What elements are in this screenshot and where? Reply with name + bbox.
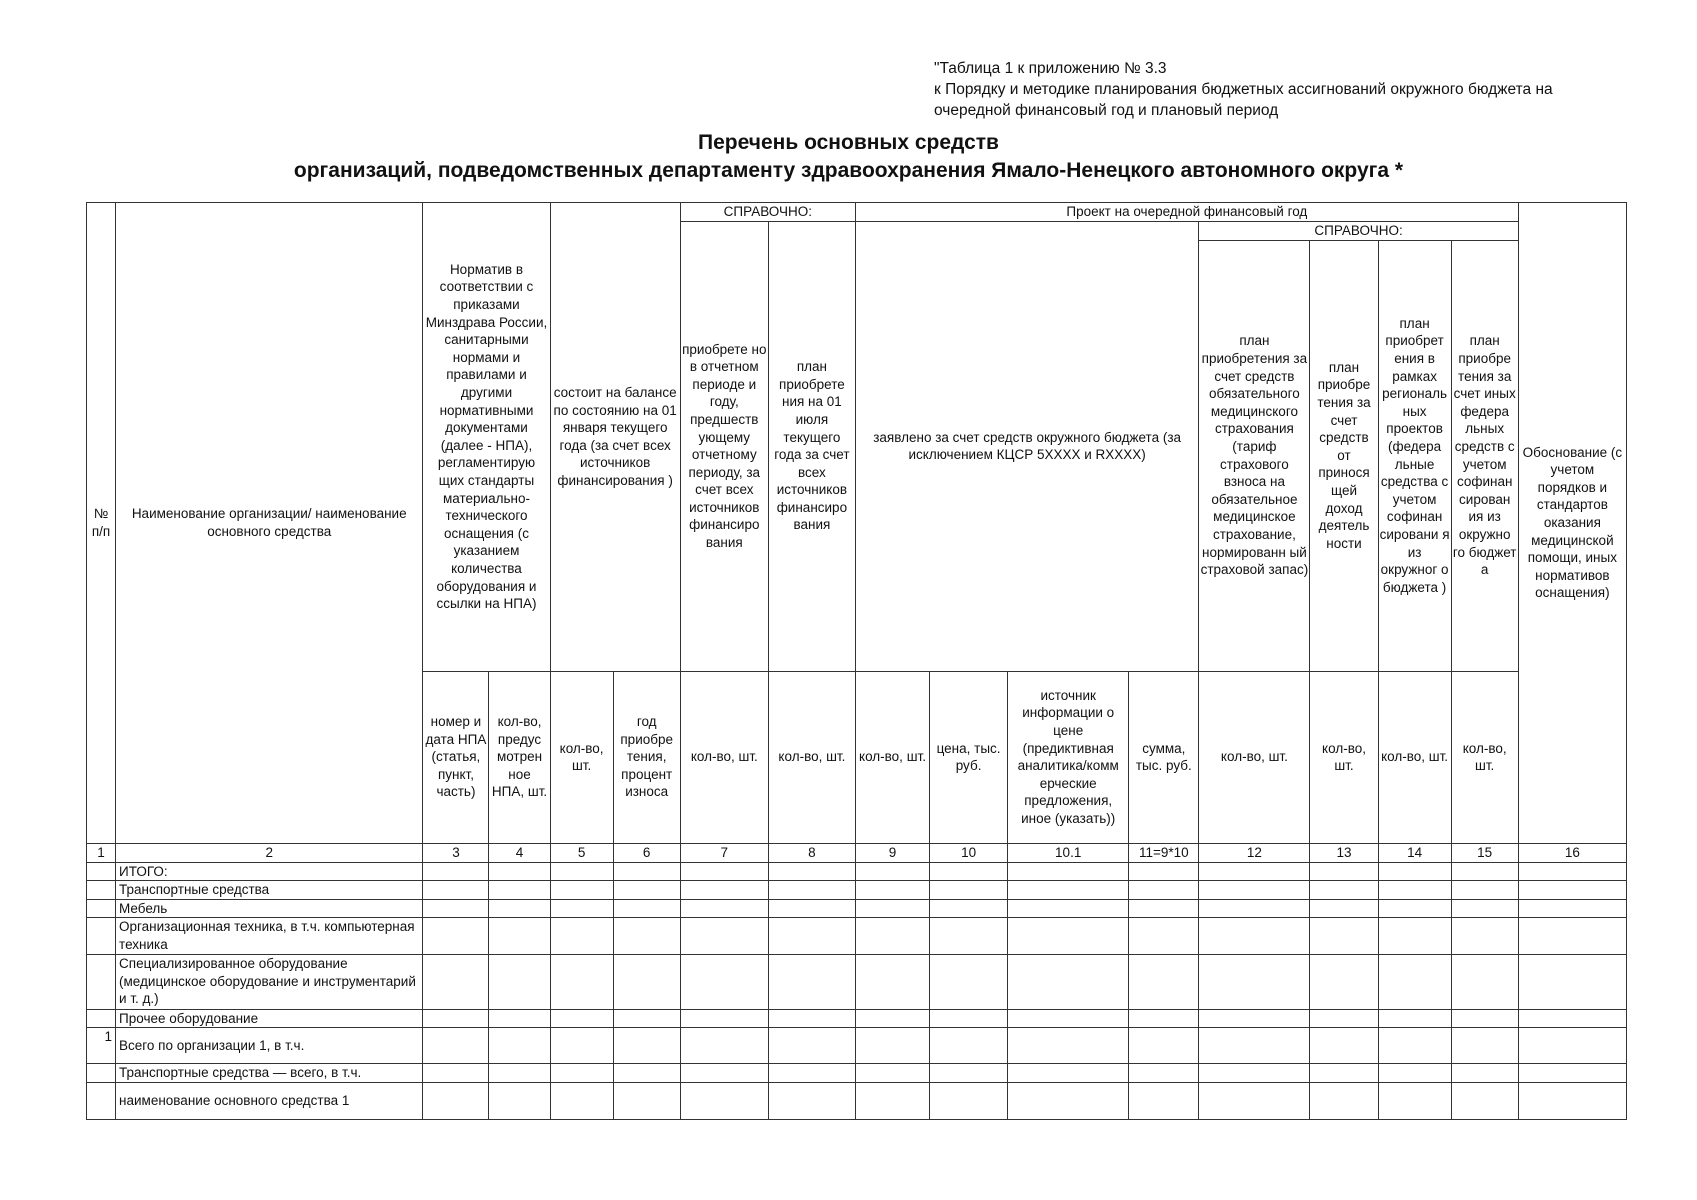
header-acquired: приобрете но в отчетном периоде и году, предшеств ующему отчетному периоду, за счет всех источников финансиро вания — [680, 221, 768, 671]
subheader-8: кол-во, шт. — [768, 671, 855, 843]
table-cell — [1310, 1009, 1378, 1028]
row-number — [87, 862, 116, 881]
table-cell — [1451, 881, 1518, 900]
header-norm: Норматив в соответствии с приказами Минздрава России, санитарными нормами и правилами и другими нормативными документами (далее - НПА), регламентирую щих стандарты материально-технического оснащения (с указанием количества оборудования и ссылки на НПА) — [423, 203, 550, 672]
table-cell — [550, 1064, 613, 1083]
row-name: Мебель — [116, 899, 423, 918]
table-cell — [423, 881, 489, 900]
header-project: Проект на очередной финансовый год — [855, 203, 1518, 222]
table-cell — [768, 862, 855, 881]
column-number: 4 — [489, 843, 550, 862]
table-cell — [613, 918, 680, 954]
table-cell — [1199, 1064, 1310, 1083]
column-number-row — [87, 843, 1627, 862]
table-row — [87, 918, 1627, 954]
subheader-14: кол-во, шт. — [1378, 671, 1451, 843]
table-cell — [855, 881, 929, 900]
table-cell — [1008, 1082, 1129, 1119]
table-cell — [930, 862, 1008, 881]
table-cell — [550, 1009, 613, 1028]
row-name: ИТОГО: — [116, 862, 423, 881]
header-federal: план приобре тения за счет иных федера льных средств с учетом софинан сирован ия из окружно го бюджет а — [1451, 240, 1518, 671]
table-cell — [489, 881, 550, 900]
table-cell — [489, 862, 550, 881]
table-cell — [1451, 899, 1518, 918]
table-cell — [423, 918, 489, 954]
table-cell — [930, 1082, 1008, 1119]
table-row — [87, 899, 1627, 918]
table-cell — [855, 1028, 929, 1064]
table-cell — [1008, 881, 1129, 900]
table-cell — [550, 1028, 613, 1064]
table-cell — [1199, 881, 1310, 900]
subheader-10-1: источник информации о цене (предиктивная аналитика/комм ерческие предложения, иное (указать)) — [1008, 671, 1129, 843]
table-cell — [930, 881, 1008, 900]
table-cell — [1008, 899, 1129, 918]
header-regional: план приобрет ения в рамках региональ ных проектов (федера льные средства с учетом софинан сировани я из окружног о бюджета ) — [1378, 240, 1451, 671]
header-oms: план приобретения за счет средств обязательного медицинского страхования (тариф страхового взноса на обязательное медицинское страхование, нормированн ый страховой запас) — [1199, 240, 1310, 671]
table-cell — [1451, 1028, 1518, 1064]
table-cell — [1378, 954, 1451, 1009]
column-number: 13 — [1310, 843, 1378, 862]
table-cell — [489, 918, 550, 954]
table-cell — [1129, 954, 1199, 1009]
row-number — [87, 918, 116, 954]
table-cell — [1129, 862, 1199, 881]
subheader-7: кол-во, шт. — [680, 671, 768, 843]
column-number: 1 — [87, 843, 116, 862]
table-cell — [1008, 1064, 1129, 1083]
table-cell — [550, 899, 613, 918]
column-number: 8 — [768, 843, 855, 862]
subheader-13: кол-во, шт. — [1310, 671, 1378, 843]
table-cell — [1451, 862, 1518, 881]
column-number: 2 — [116, 843, 423, 862]
table-cell — [768, 954, 855, 1009]
table-cell — [613, 899, 680, 918]
table-row — [87, 1082, 1627, 1119]
table-cell — [930, 1009, 1008, 1028]
table-cell — [768, 899, 855, 918]
row-name: Транспортные средства — всего, в т.ч. — [116, 1064, 423, 1083]
subheader-15: кол-во, шт. — [1451, 671, 1518, 843]
table-cell — [768, 1028, 855, 1064]
table-cell — [1008, 1028, 1129, 1064]
table-cell — [1129, 1009, 1199, 1028]
table-cell — [1518, 899, 1626, 918]
column-number: 6 — [613, 843, 680, 862]
table-cell — [1518, 954, 1626, 1009]
header-balance: состоит на балансе по состоянию на 01 января текущего года (за счет всех источников финансирования ) — [550, 203, 680, 672]
table-cell — [1129, 1082, 1199, 1119]
table-cell — [680, 1028, 768, 1064]
table-cell — [1129, 918, 1199, 954]
table-cell — [1378, 881, 1451, 900]
table-cell — [1451, 1009, 1518, 1028]
row-number: 1 — [87, 1028, 116, 1064]
table-cell — [613, 1082, 680, 1119]
row-name: Специализированное оборудование (медицинское оборудование и инструментарий и т. д.) — [116, 954, 423, 1009]
row-name: Транспортные средства — [116, 881, 423, 900]
column-number: 3 — [423, 843, 489, 862]
table-cell — [489, 899, 550, 918]
table-cell — [489, 954, 550, 1009]
column-number: 5 — [550, 843, 613, 862]
table-cell — [613, 1064, 680, 1083]
table-cell — [768, 1009, 855, 1028]
table-cell — [768, 881, 855, 900]
document-title-line-1: Перечень основных средств — [698, 131, 999, 154]
table-cell — [1199, 918, 1310, 954]
table-cell — [1008, 1009, 1129, 1028]
table-cell — [1008, 954, 1129, 1009]
table-cell — [1310, 1064, 1378, 1083]
table-cell — [768, 918, 855, 954]
table-cell — [489, 1009, 550, 1028]
row-number — [87, 1009, 116, 1028]
table-cell — [1378, 899, 1451, 918]
row-name: Прочее оборудование — [116, 1009, 423, 1028]
table-cell — [855, 899, 929, 918]
appendix-note-line-1: "Таблица 1 к приложению № 3.3 — [934, 60, 1167, 77]
document-title — [0, 129, 1697, 185]
table-cell — [1310, 881, 1378, 900]
table-cell — [930, 1028, 1008, 1064]
table-cell — [1199, 1082, 1310, 1119]
table-cell — [1451, 954, 1518, 1009]
row-number — [87, 881, 116, 900]
row-number — [87, 899, 116, 918]
table-cell — [855, 1064, 929, 1083]
table-cell — [1129, 899, 1199, 918]
table-cell — [1129, 881, 1199, 900]
table-cell — [1310, 918, 1378, 954]
table-cell — [1378, 1082, 1451, 1119]
table-cell — [423, 899, 489, 918]
table-cell — [680, 1009, 768, 1028]
table-cell — [550, 1082, 613, 1119]
table-cell — [1199, 862, 1310, 881]
subheader-3: номер и дата НПА (статья, пункт, часть) — [423, 671, 489, 843]
table-row — [87, 1028, 1627, 1064]
table-cell — [930, 1064, 1008, 1083]
table-cell — [1310, 1028, 1378, 1064]
subheader-6: год приобре тения, процент износа — [613, 671, 680, 843]
table-cell — [1378, 1009, 1451, 1028]
table-cell — [489, 1028, 550, 1064]
table-cell — [1378, 862, 1451, 881]
column-number: 10.1 — [1008, 843, 1129, 862]
row-number — [87, 1082, 116, 1119]
table-cell — [1378, 1028, 1451, 1064]
subheader-10: цена, тыс. руб. — [930, 671, 1008, 843]
header-reference-2: СПРАВОЧНО: — [1199, 221, 1518, 240]
table-cell — [1199, 1028, 1310, 1064]
table-cell — [680, 918, 768, 954]
row-number — [87, 954, 116, 1009]
table-row — [87, 881, 1627, 900]
table-cell — [1310, 954, 1378, 1009]
row-name: Организационная техника, в т.ч. компьютерная техника — [116, 918, 423, 954]
table-cell — [930, 899, 1008, 918]
table-cell — [1518, 1082, 1626, 1119]
table-cell — [1008, 918, 1129, 954]
subheader-11: сумма, тыс. руб. — [1129, 671, 1199, 843]
document-title-line-2: организаций, подведомственных департаменту здравоохранения Ямало-Ненецкого автономного округа * — [293, 159, 1404, 182]
row-number — [87, 1064, 116, 1083]
fixed-assets-table — [86, 202, 1627, 1120]
table-cell — [1518, 862, 1626, 881]
table-cell — [680, 899, 768, 918]
header-basis: Обоснование (с учетом порядков и стандартов оказания медицинской помощи, иных нормативов оснащения) — [1518, 203, 1626, 844]
table-cell — [489, 1082, 550, 1119]
table-cell — [680, 862, 768, 881]
table-cell — [1310, 862, 1378, 881]
table-cell — [613, 1028, 680, 1064]
table-cell — [423, 1028, 489, 1064]
table-cell — [613, 954, 680, 1009]
table-cell — [550, 954, 613, 1009]
column-number: 9 — [855, 843, 929, 862]
appendix-note — [934, 58, 1654, 121]
header-declared: заявлено за счет средств окружного бюджета (за исключением КЦСР 5XXXX и RXXXX) — [855, 221, 1198, 671]
table-row — [87, 1009, 1627, 1028]
column-number: 11=9*10 — [1129, 843, 1199, 862]
table-cell — [930, 954, 1008, 1009]
table-row — [87, 1064, 1627, 1083]
header-number: № п/п — [87, 203, 116, 844]
subheader-4: кол-во, предус мотрен ное НПА, шт. — [489, 671, 550, 843]
header-name: Наименование организации/ наименование основного средства — [116, 203, 423, 844]
header-reference-1: СПРАВОЧНО: — [680, 203, 855, 222]
table-cell — [680, 1064, 768, 1083]
table-cell — [1518, 1009, 1626, 1028]
table-cell — [855, 918, 929, 954]
subheader-9: кол-во, шт. — [855, 671, 929, 843]
table-cell — [768, 1064, 855, 1083]
table-cell — [550, 881, 613, 900]
table-cell — [613, 881, 680, 900]
table-cell — [1518, 881, 1626, 900]
table-cell — [1451, 918, 1518, 954]
table-cell — [1199, 1009, 1310, 1028]
table-cell — [680, 954, 768, 1009]
table-cell — [680, 1082, 768, 1119]
column-number: 15 — [1451, 843, 1518, 862]
table-cell — [1008, 862, 1129, 881]
table-cell — [1518, 1064, 1626, 1083]
table-cell — [1518, 918, 1626, 954]
header-row-1 — [87, 203, 1627, 222]
column-number: 12 — [1199, 843, 1310, 862]
table-cell — [1310, 899, 1378, 918]
appendix-note-line-3: очередной финансовый год и плановый период — [934, 102, 1279, 119]
column-number: 7 — [680, 843, 768, 862]
row-name: Всего по организации 1, в т.ч. — [116, 1028, 423, 1064]
table-cell — [423, 862, 489, 881]
table-cell — [1199, 899, 1310, 918]
table-cell — [1451, 1082, 1518, 1119]
table-cell — [680, 881, 768, 900]
table-cell — [1378, 1064, 1451, 1083]
appendix-note-line-2: к Порядку и методике планирования бюджетных ассигнований окружного бюджета на — [934, 81, 1553, 98]
table-cell — [1451, 1064, 1518, 1083]
table-cell — [855, 1082, 929, 1119]
column-number: 14 — [1378, 843, 1451, 862]
table-cell — [930, 918, 1008, 954]
table-cell — [1378, 918, 1451, 954]
table-cell — [855, 862, 929, 881]
row-name: наименование основного средства 1 — [116, 1082, 423, 1119]
table-row — [87, 954, 1627, 1009]
table-cell — [1310, 1082, 1378, 1119]
table-cell — [613, 1009, 680, 1028]
table-cell — [1518, 1028, 1626, 1064]
table-row — [87, 862, 1627, 881]
table-cell — [855, 954, 929, 1009]
table-cell — [768, 1082, 855, 1119]
table-cell — [1199, 954, 1310, 1009]
table-cell — [423, 954, 489, 1009]
table-cell — [1129, 1028, 1199, 1064]
table-cell — [423, 1009, 489, 1028]
table-cell — [613, 862, 680, 881]
table-cell — [423, 1064, 489, 1083]
table-cell — [1129, 1064, 1199, 1083]
table-cell — [550, 862, 613, 881]
table-cell — [855, 1009, 929, 1028]
table-cell — [489, 1064, 550, 1083]
header-income: план приобре тения за счет средств от принося щей доход деятель ности — [1310, 240, 1378, 671]
table-cell — [550, 918, 613, 954]
header-plan-july: план приобрете ния на 01 июля текущего года за счет всех источников финансиро вания — [768, 221, 855, 671]
column-number: 10 — [930, 843, 1008, 862]
table-cell — [423, 1082, 489, 1119]
subheader-12: кол-во, шт. — [1199, 671, 1310, 843]
subheader-5: кол-во, шт. — [550, 671, 613, 843]
column-number: 16 — [1518, 843, 1626, 862]
